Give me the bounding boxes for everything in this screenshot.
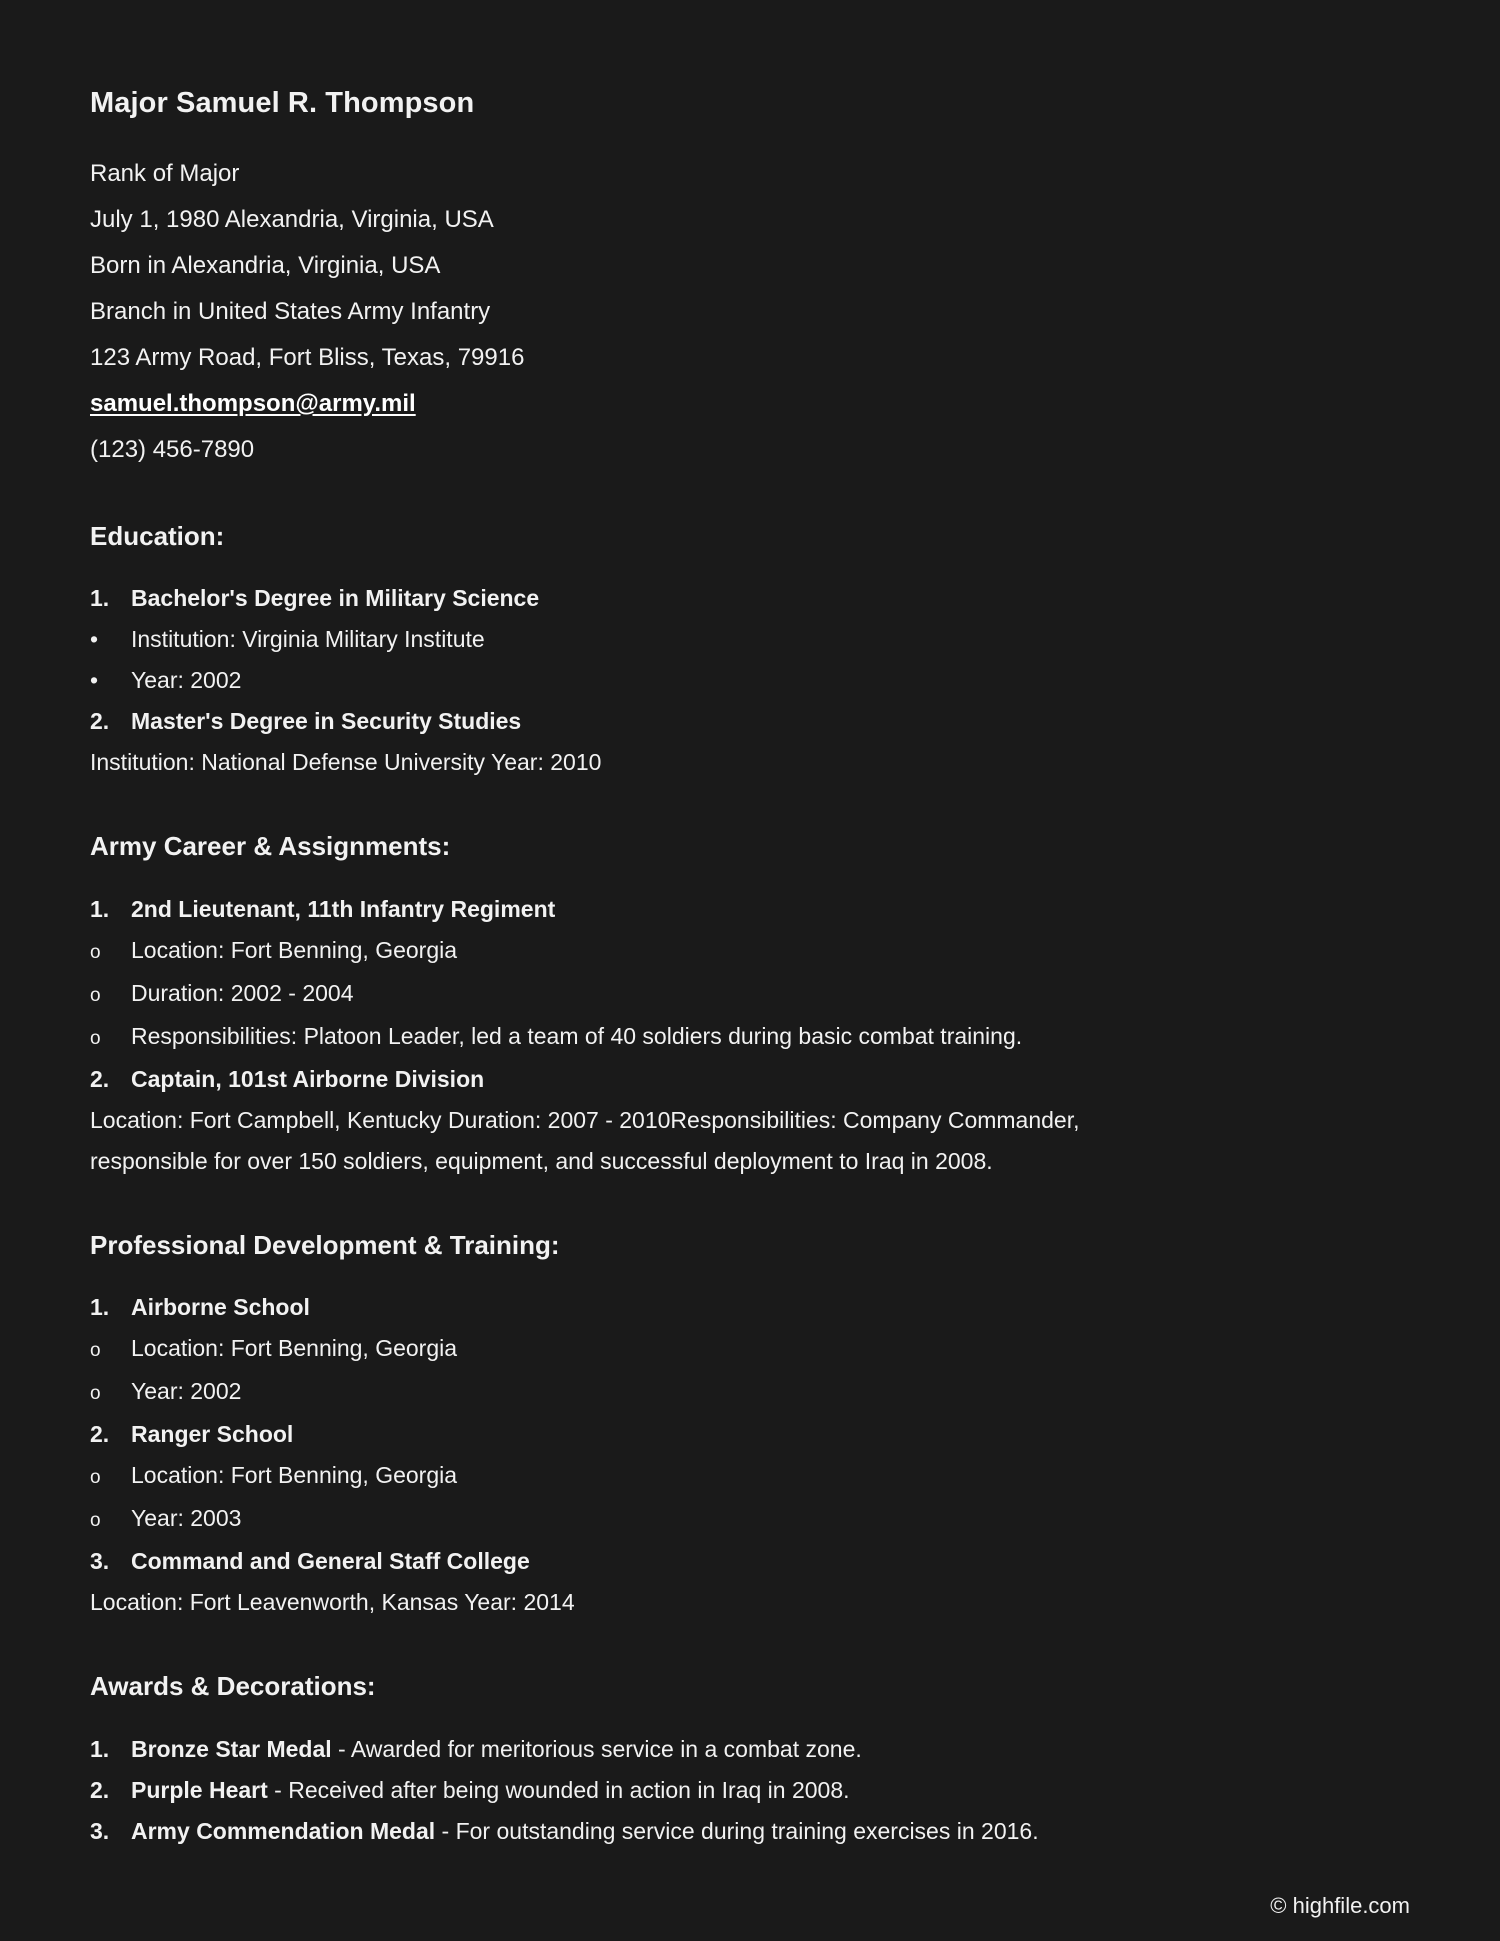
list-marker: 3. [90, 1548, 110, 1575]
list-item-label: Year: 2002 [131, 1378, 242, 1405]
list-item [90, 660, 1410, 701]
list-marker: 1. [90, 1294, 110, 1321]
list-item-label: 2nd Lieutenant, 11th Infantry Regiment [131, 895, 556, 922]
list-item-label: Captain, 101st Airborne Division [131, 1065, 485, 1092]
list-item [90, 1811, 1410, 1852]
page-title: Major Samuel R. Thompson [90, 87, 475, 119]
education-trailing-paragraph: Institution: National Defense University Year: 2010 [90, 749, 602, 776]
list-item [90, 930, 1410, 973]
bullet-icon: • [90, 667, 99, 694]
footer-copyright: © highfile.com [1270, 1893, 1410, 1918]
list-marker: 1. [90, 585, 110, 612]
list-item [90, 1498, 1410, 1541]
career-trailing-paragraph: Location: Fort Campbell, Kentucky Duration: 2007 - 2010Responsibilities: Company Commander, responsible for over 150 soldiers, equipment, and successful deployment to Iraq in 2008. [90, 1106, 1080, 1174]
phone-line: (123) 456-7890 [90, 435, 255, 463]
list-item [90, 1729, 1410, 1770]
list-item [90, 578, 1410, 619]
list-item [90, 1414, 1410, 1455]
career-list [90, 889, 1410, 1100]
identity-line-birth: July 1, 1980 Alexandria, Virginia, USA [90, 205, 494, 233]
award-name: Army Commendation Medal [131, 1817, 436, 1844]
list-marker: 1. [90, 895, 110, 922]
list-item-label: Location: Fort Benning, Georgia [131, 1335, 458, 1362]
list-item [90, 1016, 1410, 1059]
list-item [90, 973, 1410, 1016]
list-item [90, 889, 1410, 930]
list-marker: 1. [90, 1735, 110, 1762]
training-trailing-paragraph: Location: Fort Leavenworth, Kansas Year: 2014 [90, 1589, 575, 1616]
award-entry [131, 1729, 1410, 1770]
list-marker: 3. [90, 1817, 110, 1844]
identity-line-birthplace: Born in Alexandria, Virginia, USA [90, 251, 441, 279]
identity-line-rank: Rank of Major [90, 159, 240, 187]
list-item [90, 1371, 1410, 1414]
list-item-label: Institution: Virginia Military Institute [131, 626, 485, 653]
email-link[interactable]: samuel.thompson@army.mil [90, 389, 416, 417]
section-heading-training: Professional Development & Training: [90, 1229, 560, 1260]
section-heading-awards: Awards & Decorations: [90, 1671, 376, 1702]
identity-line-branch: Branch in United States Army Infantry [90, 297, 491, 325]
award-entry [131, 1811, 1410, 1852]
bullet-icon: • [90, 626, 99, 653]
list-item-label: Responsibilities: Platoon Leader, led a team of 40 soldiers during basic combat training. [131, 1022, 1023, 1049]
award-entry [131, 1770, 1410, 1811]
award-description: - Received after being wounded in action in Iraq in 2008. [267, 1776, 850, 1803]
identity-line-address: 123 Army Road, Fort Bliss, Texas, 79916 [90, 343, 525, 371]
award-description: - Awarded for meritorious service in a combat zone. [331, 1735, 862, 1762]
hollow-circle-icon: o [90, 1340, 101, 1362]
list-item [90, 1328, 1410, 1371]
list-item-label: Location: Fort Benning, Georgia [131, 936, 458, 963]
hollow-circle-icon: o [90, 1027, 101, 1049]
awards-list [90, 1729, 1410, 1852]
list-item-label: Ranger School [131, 1421, 294, 1448]
hollow-circle-icon: o [90, 941, 101, 963]
list-item [90, 619, 1410, 660]
list-item-label: Location: Fort Benning, Georgia [131, 1462, 458, 1489]
hollow-circle-icon: o [90, 1467, 101, 1489]
education-list [90, 578, 1410, 742]
list-marker: 2. [90, 1776, 110, 1803]
list-item-label: Year: 2002 [131, 667, 242, 694]
list-item [90, 701, 1410, 742]
list-item [90, 1770, 1410, 1811]
list-item-label: Year: 2003 [131, 1505, 242, 1532]
hollow-circle-icon: o [90, 984, 101, 1006]
list-item-label: Bachelor's Degree in Military Science [131, 585, 540, 612]
hollow-circle-icon: o [90, 1510, 101, 1532]
list-item-label: Duration: 2002 - 2004 [131, 979, 354, 1006]
list-item-label: Master's Degree in Security Studies [131, 708, 522, 735]
award-description: - For outstanding service during training exercises in 2016. [435, 1817, 1039, 1844]
section-heading-career: Army Career & Assignments: [90, 831, 451, 862]
list-marker: 2. [90, 1065, 110, 1092]
list-marker: 2. [90, 708, 110, 735]
list-item [90, 1455, 1410, 1498]
list-item [90, 1541, 1410, 1582]
section-heading-education: Education: [90, 520, 225, 551]
training-list [90, 1287, 1410, 1582]
identity-block [90, 151, 1410, 473]
list-item-label: Airborne School [131, 1294, 310, 1321]
email-line [90, 381, 1410, 427]
award-name: Bronze Star Medal [131, 1735, 332, 1762]
hollow-circle-icon: o [90, 1383, 101, 1405]
list-item [90, 1059, 1410, 1100]
list-item [90, 1287, 1410, 1328]
list-marker: 2. [90, 1421, 110, 1448]
list-item-label: Command and General Staff College [131, 1548, 530, 1575]
award-name: Purple Heart [131, 1776, 268, 1803]
